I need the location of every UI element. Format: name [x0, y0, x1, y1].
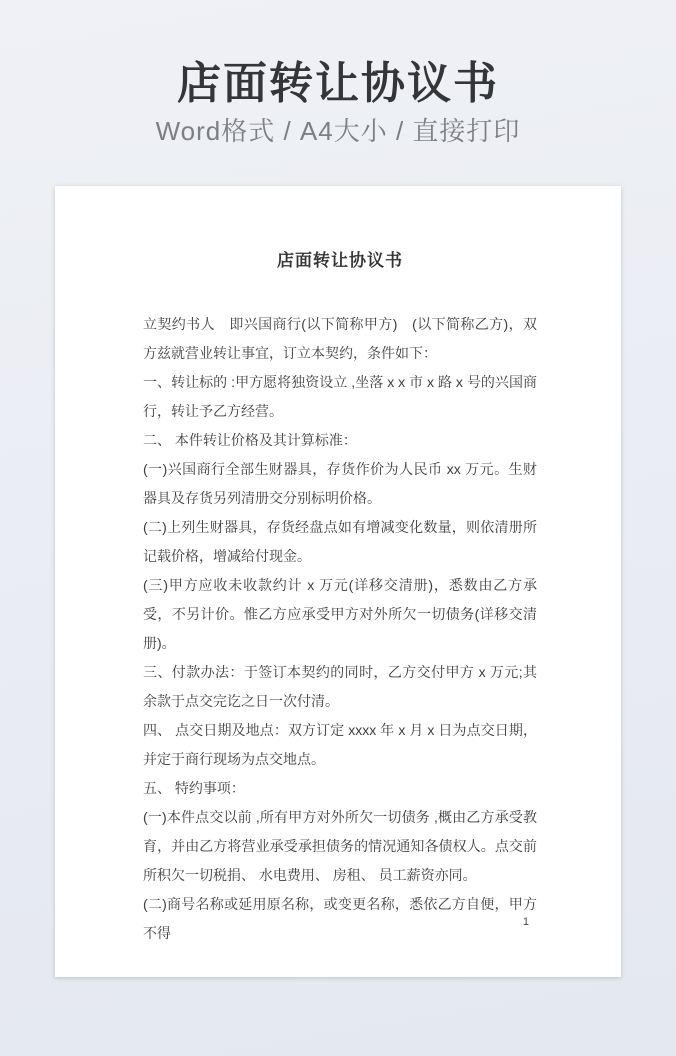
document-paragraph: (一)兴国商行全部生财器具，存货作价为人民币 xx 万元。生财器具及存货另列清册交分别标明价格。: [143, 461, 537, 506]
document-body: [143, 310, 537, 948]
document-paragraph: 二、 本件转让价格及其计算标准：: [143, 432, 357, 448]
document-paragraph: 四、 点交日期及地点：双方订定 xxxx 年 x 月 x 日为点交日期，并定于商行现场为点交地点。: [143, 722, 537, 767]
page-number: 1: [522, 916, 529, 928]
document-paragraph: 立契约书人 即兴国商行(以下简称甲方) (以下简称乙方)，双方兹就营业转让事宜，订立本契约，条件如下：: [143, 316, 537, 361]
document-paragraph: 三、付款办法：于签订本契约的同时，乙方交付甲方 x 万元;其余款于点交完讫之日一次付清。: [143, 664, 537, 709]
page-title: 店面转让协议书: [177, 59, 499, 108]
document-page: [55, 186, 621, 977]
preview-header: [0, 0, 676, 148]
document-paragraph: (二)商号名称或延用原名称，或变更名称，悉依乙方自便，甲方不得: [143, 896, 537, 941]
document-paragraph: 一、转让标的 :甲方愿将独资设立 ,坐落 x x 市 x 路 x 号的兴国商行，转让予乙方经营。: [143, 374, 537, 419]
page-subtitle: Word格式 / A4大小 / 直接打印: [155, 116, 521, 146]
document-paragraph: (三)甲方应收未收款约计 x 万元(详移交清册)，悉数由乙方承受，不另计价。惟乙方应承受甲方对外所欠一切债务(详移交清册)。: [143, 577, 537, 651]
document-paragraph: (二)上列生财器具，存货经盘点如有增减变化数量，则依清册所记载价格，增减给付现金。: [143, 519, 537, 564]
document-paragraph: (一)本件点交以前 ,所有甲方对外所欠一切债务 ,概由乙方承受教育，并由乙方将营业承受承担债务的情况通知各债权人。点交前所积欠一切税捐、 水电费用、 房租、 员工薪资亦同。: [143, 809, 537, 883]
document-title: 店面转让协议书: [277, 251, 403, 270]
document-paragraph: 五、 特约事项：: [143, 780, 245, 796]
